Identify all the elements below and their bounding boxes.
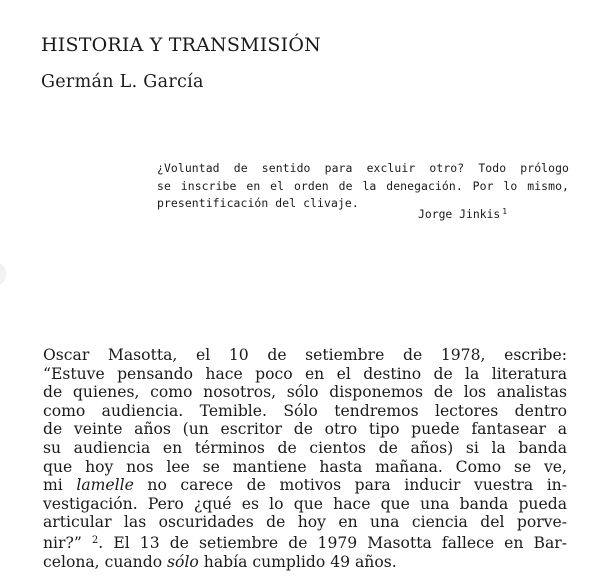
body-line: articular las oscuridades de hoy en una ciencia del porve-	[43, 513, 567, 532]
body-line: que hoy nos lee se mantiene hasta mañana. Como se ve,	[43, 457, 567, 476]
body-line	[43, 553, 567, 572]
body-text-run: . El 13 de setiembre de 1979 Masotta fallece en Bar-	[98, 533, 567, 552]
italic-word-solo: sólo	[167, 552, 199, 571]
body-line: Oscar Masotta, el 10 de setiembre de 1978, escribe:	[43, 346, 567, 364]
epigraph-line: se inscribe en el orden de la denegación. Por lo mismo,	[157, 178, 569, 193]
body-line: vestigación. Pero ¿qué es lo que hace que una banda pueda	[43, 494, 567, 513]
epigraph	[157, 160, 569, 213]
article-title: HISTORIA Y TRANSMISIÓN	[41, 34, 321, 56]
body-text-run: nir?”	[43, 533, 92, 552]
article-author: Germán L. García	[41, 72, 204, 92]
italic-word-lamelle: lamelle	[76, 476, 134, 495]
page-edge-mark	[0, 263, 6, 285]
body-paragraph	[43, 346, 567, 571]
epigraph-attribution-name: Jorge Jinkis	[418, 207, 501, 221]
epigraph-line: presentificación del clivaje.	[157, 196, 359, 210]
footnote-ref-2[interactable]: 2	[91, 534, 99, 546]
body-line: “Estuve pensando hace poco en el destino de la literatura	[43, 364, 567, 383]
body-line: como audiencia. Temible. Sólo tendremos lectores dentro	[43, 401, 567, 420]
body-line	[43, 476, 567, 495]
epigraph-attribution	[418, 207, 507, 221]
body-line	[43, 532, 567, 553]
body-line: de veinte años (un escritor de otro tipo puede fantasear a	[43, 420, 567, 439]
body-text-run: mi	[43, 476, 77, 495]
body-line: de quienes, como nosotros, sólo disponemos de los analistas	[43, 383, 567, 402]
footnote-ref-1[interactable]: 1	[502, 207, 508, 216]
body-text-run: celona, cuando	[43, 552, 168, 571]
body-text-run: había cumplido 49 años.	[198, 552, 397, 571]
body-line: su audiencia en términos de cientos de años) si la banda	[43, 438, 567, 457]
epigraph-line: ¿Voluntad de sentido para excluir otro? Todo prólogo	[157, 161, 569, 175]
body-text-run: no carece de motivos para inducir vuestra in-	[133, 476, 567, 495]
